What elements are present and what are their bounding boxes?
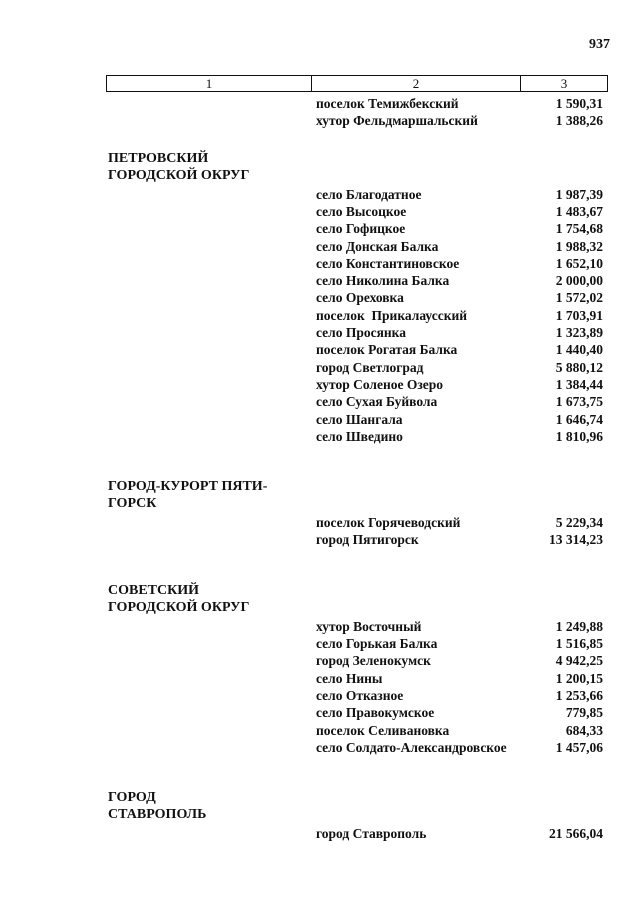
settlement-name: хутор Восточный <box>316 618 422 634</box>
settlement-value: 13 314,23 <box>549 532 603 548</box>
settlement-name: поселок Прикалаусский <box>316 307 468 323</box>
table-row <box>316 722 603 739</box>
settlement-value: 2 000,00 <box>555 273 603 289</box>
table-row <box>316 289 603 306</box>
settlement-value: 1 323,89 <box>555 325 603 340</box>
district-title-line: ПЕТРОВСКИЙ <box>108 150 209 166</box>
settlement-value: 684,33 <box>565 722 603 738</box>
settlement-name: поселок Темижбекский <box>316 96 459 111</box>
district-title-line: ГОРОДСКОЙ ОКРУГ <box>108 599 250 615</box>
settlement-value: 21 566,04 <box>549 826 603 842</box>
settlement-value: 779,85 <box>565 705 603 721</box>
settlement-name: село Константиновское <box>316 255 460 271</box>
settlement-value: 1 200,15 <box>555 670 603 686</box>
table-row <box>316 238 603 255</box>
settlement-value: 4 942,25 <box>555 653 603 669</box>
settlement-name: хутор Фельдмаршальский <box>316 113 478 129</box>
table-row <box>316 514 603 531</box>
settlement-value: 1 440,40 <box>555 342 603 358</box>
table-row <box>316 670 603 687</box>
settlement-value: 5 229,34 <box>555 515 603 531</box>
page-number: 937 <box>589 37 610 52</box>
settlement-value: 1 516,85 <box>555 636 603 651</box>
settlement-name: город Светлоград <box>316 359 424 375</box>
table-row <box>316 704 603 721</box>
settlement-value: 1 384,44 <box>555 376 603 392</box>
table-row <box>316 428 603 445</box>
settlement-value: 1 457,06 <box>555 739 603 755</box>
table-row <box>316 272 603 289</box>
table-row <box>316 739 603 756</box>
table-row <box>316 324 603 341</box>
table-header <box>106 75 608 92</box>
settlement-name: город Пятигорск <box>316 532 419 548</box>
settlement-name: поселок Горячеводский <box>316 515 461 531</box>
settlement-value: 5 880,12 <box>555 359 603 375</box>
district-title-line: ГОРОДСКОЙ ОКРУГ <box>108 167 250 183</box>
settlement-name: хутор Соленое Озеро <box>316 376 444 392</box>
table-row <box>316 255 603 272</box>
settlement-value: 1 652,10 <box>555 255 603 271</box>
table-row <box>316 186 603 203</box>
table-row <box>316 95 603 112</box>
settlement-name: поселок Селивановка <box>316 722 450 738</box>
table-row <box>316 203 603 220</box>
district-title <box>108 582 249 616</box>
table-row <box>316 411 603 428</box>
settlement-value: 1 590,31 <box>555 96 603 111</box>
district-title-line: ГОРСК <box>108 496 157 512</box>
settlement-value: 1 388,26 <box>555 113 603 129</box>
table-row <box>316 393 603 410</box>
settlement-value: 1 673,75 <box>555 394 603 410</box>
table-row <box>316 341 603 358</box>
settlement-name: село Николина Балка <box>316 273 450 289</box>
settlement-name: село Благодатное <box>316 186 422 202</box>
settlement-value: 1 988,32 <box>555 238 603 254</box>
settlement-name: село Отказное <box>316 687 404 703</box>
settlement-name: город Зеленокумск <box>316 653 431 669</box>
table-row <box>316 112 603 129</box>
settlement-name: село Высоцкое <box>316 203 407 219</box>
settlement-name: село Ореховка <box>316 290 404 306</box>
settlement-value: 1 646,74 <box>555 411 603 427</box>
table-row <box>316 618 603 635</box>
settlement-name: село Гофицкое <box>316 221 406 237</box>
settlement-name: село Нины <box>316 670 383 686</box>
settlement-value: 1 754,68 <box>555 221 603 237</box>
district-title <box>108 478 267 512</box>
district-title <box>108 789 206 823</box>
district-title-line: СТАВРОПОЛЬ <box>108 807 207 823</box>
settlement-name: село Донская Балка <box>316 238 439 254</box>
district-title-line: СОВЕТСКИЙ <box>108 582 200 598</box>
settlement-name: село Правокумское <box>316 705 435 721</box>
settlement-name: село Солдато-Александровское <box>316 739 507 755</box>
table-row <box>316 825 603 842</box>
table-row <box>316 220 603 237</box>
district-title-line: ГОРОД-КУРОРТ ПЯТИ- <box>108 479 268 495</box>
table-row <box>316 307 603 324</box>
column-header-2: 2 <box>312 76 521 91</box>
settlement-name: село Горькая Балка <box>316 636 438 651</box>
settlement-name: село Шведино <box>316 428 403 444</box>
settlement-name: город Ставрополь <box>316 826 427 842</box>
district-title <box>108 150 249 184</box>
district-title-line: ГОРОД <box>108 790 156 806</box>
settlement-value: 1 987,39 <box>555 186 603 202</box>
column-header-1: 1 <box>107 76 312 91</box>
settlement-value: 1 253,66 <box>555 687 603 703</box>
table-row <box>316 531 603 548</box>
table-row <box>316 687 603 704</box>
table-row <box>316 652 603 669</box>
table-row <box>316 359 603 376</box>
column-header-3: 3 <box>560 76 568 91</box>
settlement-value: 1 810,96 <box>555 428 603 444</box>
settlement-name: село Просянка <box>316 325 407 340</box>
settlement-name: село Шангала <box>316 411 403 427</box>
settlement-value: 1 249,88 <box>555 618 603 634</box>
settlement-value: 1 703,91 <box>555 307 603 323</box>
settlement-value: 1 572,02 <box>555 290 603 306</box>
table-row <box>316 376 603 393</box>
table-row <box>316 635 603 652</box>
settlement-value: 1 483,67 <box>555 203 603 219</box>
settlement-name: поселок Рогатая Балка <box>316 342 458 358</box>
settlement-name: село Сухая Буйвола <box>316 394 438 410</box>
